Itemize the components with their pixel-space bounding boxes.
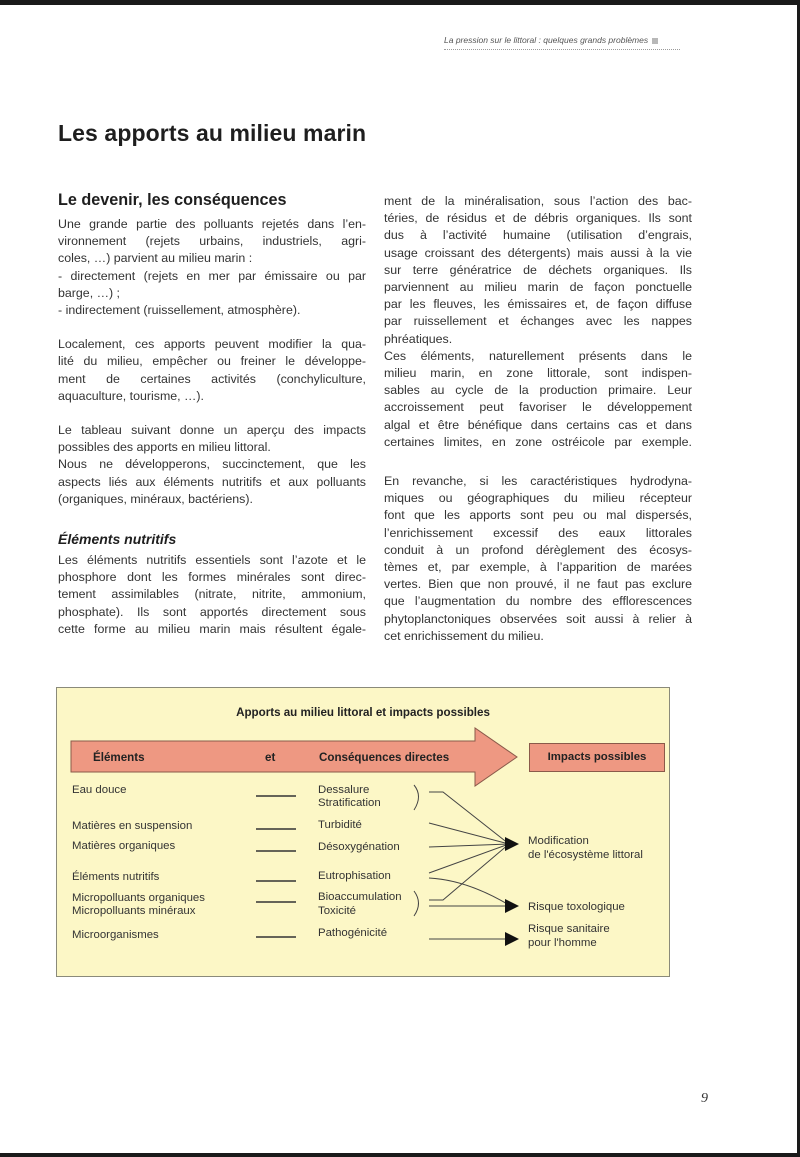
- consequence-item: Stratification: [318, 797, 381, 809]
- consequence-item: Turbidité: [318, 819, 362, 831]
- text-line: En revanche, si les caractéristiques hydrodyna-: [384, 474, 692, 489]
- running-head: [444, 35, 680, 50]
- element-item: Microorganismes: [72, 929, 159, 941]
- header-and: et: [265, 751, 276, 764]
- text-line: conduit à un profond dérèglement des écosys-: [384, 542, 692, 557]
- text-line: tement assimilables (nitrate, nitrite, ammonium,: [58, 587, 366, 602]
- text-line: lité du milieu, empêcher ou freiner le développe-: [58, 354, 366, 369]
- text-line: accroissement peut favoriser le développement: [384, 400, 692, 415]
- impact-line: de l'écosystème littoral: [528, 848, 643, 861]
- text-line: possibles des apports en milieu littoral.: [58, 440, 271, 455]
- text-line: certaines limites, en zone ostréicole par exemple.: [384, 434, 692, 449]
- connector-lines: [429, 792, 509, 939]
- arrowhead-icon: [505, 932, 519, 946]
- text-line: vironnement (rejets urbains, industriels, agri-: [58, 234, 366, 249]
- text-line: par les fleuves, les émissaires et, de façon diffuse: [384, 297, 692, 312]
- paragraph-nutrients: [58, 552, 366, 638]
- text-line: par ruissellement et échanges avec les nappes: [384, 314, 692, 329]
- impact-line: Risque sanitaire: [528, 923, 610, 935]
- text-line: Le tableau suivant donne un aperçu des impacts: [58, 423, 366, 438]
- element-item: Éléments nutritifs: [72, 871, 160, 883]
- text-line: l’enrichissement excessif des eaux littorales: [384, 525, 692, 540]
- text-line: cette forme au milieu marin mais résultent égale-: [58, 621, 366, 636]
- text-line: ment de la minéralisation, sous l’action des bac-: [384, 194, 692, 208]
- text-line: phytoplanctoniques observées soit aussi à relier à: [384, 611, 692, 626]
- link-turbidite: [429, 823, 509, 844]
- text-line: phosphate). Ils sont apportés directement sous: [58, 604, 366, 619]
- text-line: Ces éléments, naturellement présents dans le: [384, 348, 692, 363]
- impact-line: pour l'homme: [528, 936, 597, 949]
- text-line: Une grande partie des polluants rejetés dans l’en-: [58, 217, 366, 231]
- link-eutrophisation-modif: [429, 844, 509, 873]
- link-eutrophisation-toxo: [429, 878, 509, 905]
- text-line: - directement (rejets en mer par émissaire ou par: [58, 268, 366, 283]
- text-line: phosphore dont les formes minérales sont direc-: [58, 570, 366, 585]
- consequence-item: Désoxygénation: [318, 841, 400, 853]
- text-line: - indirectement (ruissellement, atmosphère).: [58, 303, 301, 318]
- paragraph-excess: [384, 473, 692, 645]
- text-line: algal et être bénéfique dans certains cas et dans: [384, 417, 692, 432]
- text-line: font que les apports sont peu ou mal dispersés,: [384, 508, 692, 523]
- consequence-item: Pathogénicité: [318, 927, 388, 939]
- subheading-nutrients: Éléments nutritifs: [58, 531, 177, 548]
- text-line: phréatiques.: [384, 331, 453, 346]
- paragraph-intro: [58, 216, 366, 319]
- impact-toxo: Risque toxologique: [528, 901, 625, 913]
- text-line: barge, …) ;: [58, 285, 120, 300]
- text-line: miques ou géographiques du milieu récepteur: [384, 491, 692, 506]
- text-line: sables au cycle de la production primaire. Leur: [384, 383, 692, 398]
- text-line: parviennent au milieu marin de façon ponctuelle: [384, 280, 692, 295]
- dash-lines: [256, 796, 296, 937]
- text-line: ment de certaines activités (conchyliculture,: [58, 371, 366, 386]
- left-column: [58, 190, 366, 638]
- element-item: Matières organiques: [72, 840, 176, 852]
- right-column: [384, 193, 692, 645]
- arrowheads: [505, 837, 519, 946]
- element-item: Eau douce: [72, 784, 127, 796]
- impacts-diagram: [56, 687, 670, 977]
- page-number: 9: [701, 1091, 708, 1106]
- text-line: Les éléments nutritifs essentiels sont l’azote et le: [58, 553, 366, 568]
- paragraph-local: [58, 336, 366, 405]
- text-line: (organiques, minéraux, bactériens).: [58, 491, 253, 506]
- text-line: que l’augmentation du nombre des efflorescences: [384, 594, 692, 609]
- arrowhead-icon: [505, 837, 519, 851]
- consequence-item: Bioaccumulation: [318, 891, 402, 903]
- scan-border-bottom: [0, 1153, 800, 1157]
- arrowhead-icon: [505, 899, 519, 913]
- page-title: Les apports au milieu marin: [58, 120, 367, 146]
- brace-dessalure: [414, 785, 419, 810]
- text-line: sur terre génératrice de déchets organiques. Ils: [384, 262, 692, 277]
- element-item: Micropolluants minéraux: [72, 905, 196, 917]
- scan-border-top: [0, 0, 800, 5]
- text-line: Localement, ces apports peuvent modifier la qua-: [58, 337, 366, 352]
- text-line: aquaculture, tourisme, …).: [58, 388, 204, 403]
- impact-line: Modification: [528, 835, 589, 847]
- text-line: cet enrichissement du milieu.: [384, 628, 544, 643]
- paragraph-mineralisation: [384, 193, 692, 348]
- text-line: vertes. Bien que non prouvé, il ne faut pas exclure: [384, 577, 692, 592]
- header-consequences: Conséquences directes: [319, 751, 450, 764]
- header-elements: Éléments: [93, 751, 145, 764]
- text-line: Nous ne développerons, succinctement, que les: [58, 457, 366, 472]
- square-bullet-icon: [652, 38, 658, 44]
- diagram-title: Apports au milieu littoral et impacts possibles: [236, 706, 490, 719]
- text-line: milieu marin, en zone littorale, sont indispen-: [384, 366, 692, 381]
- text-line: dus à l’activité humaine (utilisation d’engrais,: [384, 228, 692, 243]
- impact-sanitaire: [528, 923, 610, 950]
- element-item: Micropolluants organiques: [72, 892, 205, 904]
- text-line: aspects liés aux éléments nutritifs et aux polluants: [58, 474, 366, 489]
- running-head-text: La pression sur le littoral : quelques grands problèmes: [444, 35, 649, 45]
- text-line: téries, de résidus et de débris organiques. Ils sont: [384, 211, 692, 226]
- link-desoxygenation: [429, 844, 509, 847]
- paragraph-natural-presence: [384, 348, 692, 451]
- text-line: tèmes et, par exemple, à l’apparition de marées: [384, 560, 692, 575]
- section-heading: Le devenir, les conséquences: [58, 191, 287, 209]
- impact-modification: [528, 835, 643, 862]
- link-dessalure: [429, 792, 509, 844]
- text-line: coles, …) parvient au milieu marin :: [58, 251, 253, 266]
- paragraph-table-intro: [58, 422, 366, 508]
- brace-bioaccumulation: [414, 891, 419, 916]
- consequence-item: Toxicité: [318, 905, 356, 917]
- text-line: usage croissant des détergents) mais aussi à la vie: [384, 245, 692, 260]
- link-bioaccumulation-modif: [429, 844, 509, 900]
- consequence-item: Eutrophisation: [318, 870, 391, 882]
- element-item: Matières en suspension: [72, 820, 193, 832]
- header-impacts-box: Impacts possibles: [529, 743, 665, 772]
- consequence-item: Dessalure: [318, 784, 370, 796]
